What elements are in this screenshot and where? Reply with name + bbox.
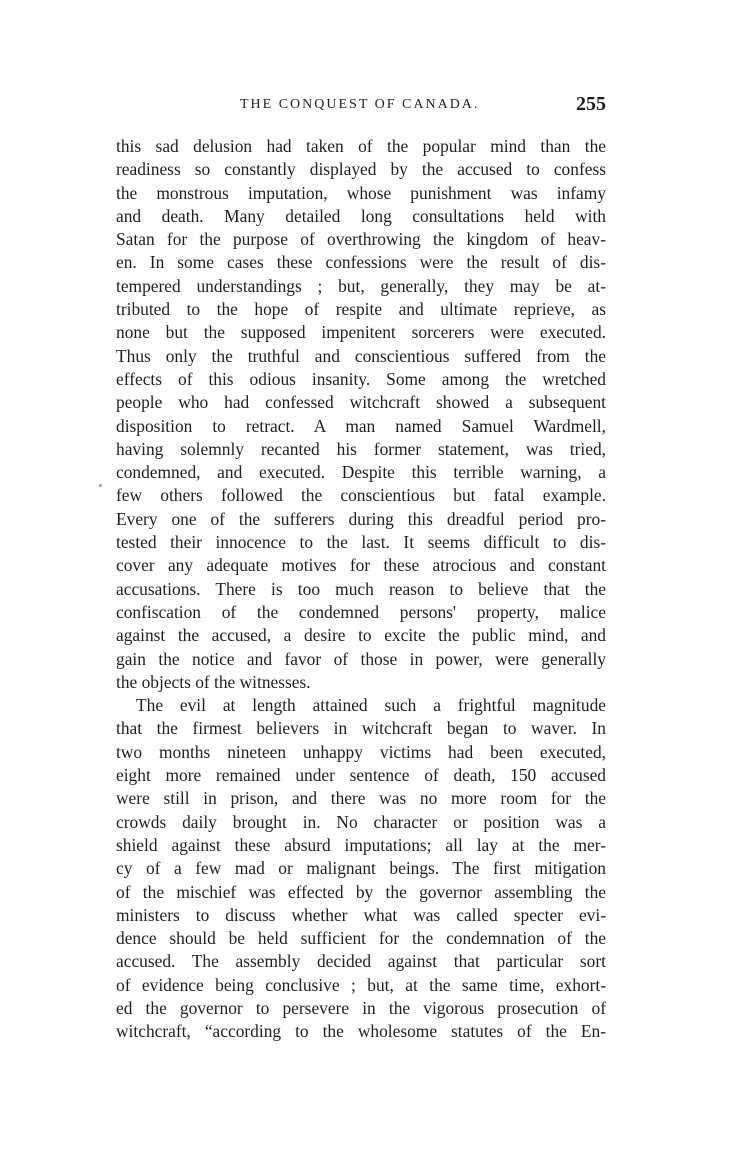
running-title: THE CONQUEST OF CANADA. xyxy=(240,97,480,112)
paragraph-2 xyxy=(116,694,606,1043)
text-line: having solemnly recanted his former statement, was tried, xyxy=(116,438,606,459)
text-line: the objects of the witnesses. xyxy=(116,671,311,692)
margin-mark xyxy=(99,484,102,487)
text-line: accusations. There is too much reason to believe that the xyxy=(116,578,606,599)
text-line: witchcraft, “according to the wholesome statutes of the En- xyxy=(116,1021,606,1042)
paragraph-1 xyxy=(116,135,606,694)
text-line: gain the notice and favor of those in power, were generally xyxy=(116,648,606,669)
text-line: ministers to discuss whether what was called specter evi- xyxy=(116,904,606,925)
text-line: against the accused, a desire to excite the public mind, and xyxy=(116,625,606,646)
text-line: tempered understandings ; but, generally, they may be at- xyxy=(116,275,606,296)
text-line: tributed to the hope of respite and ultimate reprieve, as xyxy=(116,299,606,320)
text-line: dence should be held sufficient for the condemnation of the xyxy=(116,928,606,949)
text-line: eight more remained under sentence of death, 150 accused xyxy=(116,765,606,786)
text-line: cover any adequate motives for these atrocious and constant xyxy=(116,555,606,576)
text-line: Satan for the purpose of overthrowing the kingdom of heav- xyxy=(116,229,606,250)
text-line: of the mischief was effected by the governor assembling the xyxy=(116,881,606,902)
text-line: en. In some cases these confessions were the result of dis- xyxy=(116,252,606,273)
text-line: that the firmest believers in witchcraft began to waver. In xyxy=(116,718,606,739)
page-number: 255 xyxy=(576,93,606,115)
text-line: effects of this odious insanity. Some among the wretched xyxy=(116,368,606,389)
text-line: ed the governor to persevere in the vigorous prosecution of xyxy=(116,997,606,1018)
text-line: this sad delusion had taken of the popular mind than the xyxy=(116,136,606,156)
text-line: accused. The assembly decided against that particular sort xyxy=(116,951,606,972)
text-line: confiscation of the condemned persons' property, malice xyxy=(116,601,606,622)
text-line: crowds daily brought in. No character or position was a xyxy=(116,811,606,832)
text-line: none but the supposed impenitent sorcerers were executed. xyxy=(116,322,606,343)
text-line: of evidence being conclusive ; but, at the same time, exhort- xyxy=(116,974,606,995)
text-line: disposition to retract. A man named Samuel Wardmell, xyxy=(116,415,606,436)
text-line: and death. Many detailed long consultations held with xyxy=(116,205,606,226)
body-text xyxy=(116,135,606,1044)
text-line: shield against these absurd imputations; all lay at the mer- xyxy=(116,834,606,855)
text-line: readiness so constantly displayed by the accused to confess xyxy=(116,159,606,180)
text-line: tested their innocence to the last. It seems difficult to dis- xyxy=(116,532,606,553)
text-line: few others followed the conscientious but fatal example. xyxy=(116,485,606,506)
text-line: two months nineteen unhappy victims had been executed, xyxy=(116,741,606,762)
text-line: Thus only the truthful and conscientious suffered from the xyxy=(116,345,606,366)
text-line: were still in prison, and there was no more room for the xyxy=(116,788,606,809)
text-line: Every one of the sufferers during this dreadful period pro- xyxy=(116,508,606,529)
text-line: condemned, and executed. Despite this terrible warning, a xyxy=(116,462,606,483)
text-line: the monstrous imputation, whose punishment was infamy xyxy=(116,182,606,203)
text-line: cy of a few mad or malignant beings. The first mitigation xyxy=(116,858,606,879)
text-line: people who had confessed witchcraft showed a subsequent xyxy=(116,392,606,413)
text-line: The evil at length attained such a frightful magnitude xyxy=(136,695,606,716)
